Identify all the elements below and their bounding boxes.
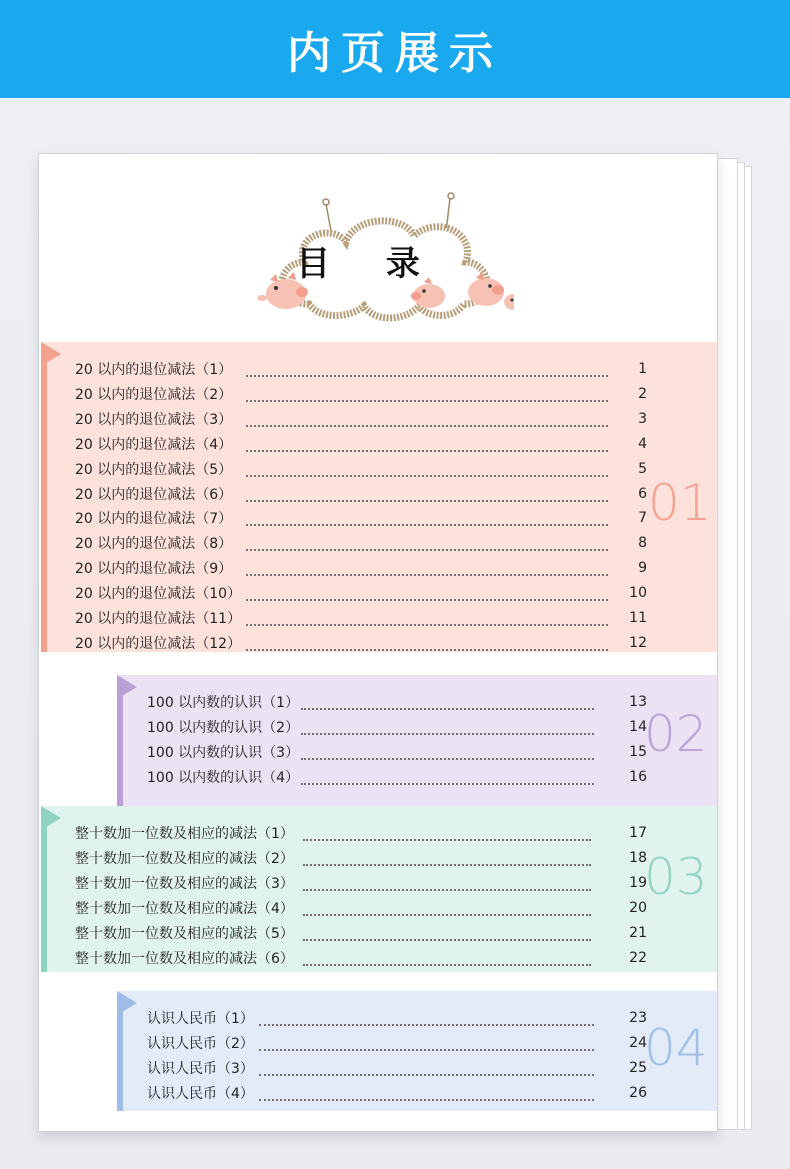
toc-entry-page: 24 <box>629 1034 647 1051</box>
toc-entry[interactable] <box>147 1007 717 1029</box>
flag-icon <box>41 806 63 830</box>
toc-entry[interactable] <box>147 1082 717 1104</box>
toc-entry-title: 认识人民币（2） <box>147 1035 254 1052</box>
toc-entry-title: 20 以内的退位减法（5） <box>75 461 233 478</box>
toc-entry-page: 26 <box>629 1084 647 1101</box>
flag-icon <box>41 342 63 366</box>
toc-entry[interactable] <box>75 507 717 529</box>
leader-dots <box>301 694 594 710</box>
toc-entry-title: 100 以内数的认识（2） <box>147 719 300 736</box>
toc-entry-title: 20 以内的退位减法（8） <box>75 536 233 553</box>
toc-entry-page: 10 <box>629 585 647 602</box>
leader-dots <box>303 850 591 866</box>
toc-section-01 <box>41 342 717 652</box>
leader-dots <box>246 361 608 377</box>
toc-entry-title: 20 以内的退位减法（3） <box>75 411 233 428</box>
toc-entry-page: 21 <box>629 924 647 941</box>
toc-entry-title: 100 以内数的认识（4） <box>147 769 300 786</box>
leader-dots <box>246 560 608 576</box>
flag-icon <box>117 675 139 699</box>
toc-entry-page: 23 <box>629 1010 647 1026</box>
toc-entry[interactable] <box>147 1032 717 1054</box>
toc-entry-title: 整十数加一位数及相应的减法（2） <box>75 850 294 867</box>
toc-entry-page: 5 <box>638 460 647 477</box>
leader-dots <box>246 436 608 452</box>
toc-section-02 <box>117 675 717 813</box>
section-number: 03 <box>644 848 708 906</box>
toc-entry[interactable] <box>75 607 717 629</box>
pig-icon <box>504 294 514 310</box>
toc-section-04 <box>117 991 717 1111</box>
toc-entry-page: 15 <box>629 743 647 760</box>
toc-entry[interactable] <box>147 766 717 788</box>
leader-dots <box>259 1010 594 1026</box>
leader-dots <box>246 461 608 477</box>
leader-dots <box>246 411 608 427</box>
leader-dots <box>301 769 594 785</box>
toc-entry[interactable] <box>75 433 717 455</box>
toc-entry-page: 1 <box>638 361 647 377</box>
toc-entry-page: 13 <box>629 694 647 710</box>
leader-dots <box>303 950 591 966</box>
leader-dots <box>301 744 594 760</box>
banner-title: 内页展示 <box>287 28 503 79</box>
leader-dots <box>246 510 608 526</box>
section-accent-bar <box>41 356 47 652</box>
toc-entry-page: 18 <box>629 849 647 866</box>
toc-entry[interactable] <box>75 383 717 405</box>
leader-dots <box>246 610 608 626</box>
toc-entry-page: 6 <box>638 485 647 502</box>
toc-entry-title: 认识人民币（3） <box>147 1060 254 1077</box>
toc-entry-title: 20 以内的退位减法（1） <box>75 362 233 378</box>
toc-entry[interactable] <box>147 691 717 713</box>
toc-section-03 <box>41 806 717 972</box>
toc-entry-title: 认识人民币（4） <box>147 1085 254 1102</box>
toc-entry-page: 7 <box>638 510 647 527</box>
toc-entry-title: 整十数加一位数及相应的减法（1） <box>75 826 294 842</box>
leader-dots <box>246 386 608 402</box>
toc-entry[interactable] <box>75 483 717 505</box>
flag-icon <box>117 991 139 1015</box>
toc-entry-title: 20 以内的退位减法（10） <box>75 586 242 603</box>
leader-dots <box>259 1085 594 1101</box>
toc-entry-title: 20 以内的退位减法（7） <box>75 511 233 528</box>
toc-entry[interactable] <box>75 358 717 380</box>
toc-entry-title: 20 以内的退位减法（4） <box>75 436 233 453</box>
toc-entry[interactable] <box>75 582 717 604</box>
toc-entry-page: 2 <box>638 385 647 402</box>
toc-title: 目 录 <box>296 244 442 284</box>
leader-dots <box>303 925 591 941</box>
leader-dots <box>303 900 591 916</box>
toc-entry-title: 100 以内数的认识（1） <box>147 695 300 711</box>
toc-entry[interactable] <box>75 922 717 944</box>
section-number: 01 <box>648 474 712 532</box>
toc-entry-page: 4 <box>638 435 647 452</box>
toc-entry-page: 9 <box>638 560 647 577</box>
toc-entry-page: 22 <box>629 949 647 966</box>
toc-entry-page: 25 <box>629 1059 647 1076</box>
toc-entry[interactable] <box>75 557 717 579</box>
header-banner <box>0 0 790 98</box>
section-accent-bar <box>117 1005 123 1111</box>
toc-entry[interactable] <box>75 847 717 869</box>
toc-entry[interactable] <box>75 632 717 654</box>
toc-entry-title: 整十数加一位数及相应的减法（5） <box>75 925 294 942</box>
leader-dots <box>259 1035 594 1051</box>
toc-entry-page: 17 <box>629 825 647 841</box>
leader-dots <box>301 719 594 735</box>
toc-entry[interactable] <box>75 872 717 894</box>
toc-entry[interactable] <box>75 408 717 430</box>
toc-entry[interactable] <box>75 822 717 844</box>
toc-entry-title: 100 以内数的认识（3） <box>147 744 300 761</box>
leader-dots <box>246 635 608 651</box>
toc-entry-page: 20 <box>629 899 647 916</box>
toc-entry-title: 20 以内的退位减法（2） <box>75 386 233 403</box>
toc-entry-title: 整十数加一位数及相应的减法（4） <box>75 900 294 917</box>
toc-entry-page: 14 <box>629 718 647 735</box>
leader-dots <box>259 1060 594 1076</box>
toc-entry-title: 整十数加一位数及相应的减法（6） <box>75 950 294 967</box>
leader-dots <box>246 585 608 601</box>
book-page <box>38 153 718 1132</box>
leader-dots <box>246 535 608 551</box>
toc-entry[interactable] <box>75 947 717 969</box>
toc-entry-page: 16 <box>629 768 647 785</box>
toc-entry-page: 12 <box>629 634 647 651</box>
toc-entry-page: 3 <box>638 410 647 427</box>
toc-entry-title: 认识人民币（1） <box>147 1011 254 1027</box>
toc-entry-page: 19 <box>629 874 647 891</box>
section-number: 04 <box>644 1019 708 1077</box>
toc-entry[interactable] <box>147 1057 717 1079</box>
toc-entry-title: 20 以内的退位减法（9） <box>75 561 233 578</box>
section-accent-bar <box>41 820 47 972</box>
toc-entry[interactable] <box>75 532 717 554</box>
leader-dots <box>303 875 591 891</box>
toc-entry[interactable] <box>147 741 717 763</box>
toc-entry[interactable] <box>75 458 717 480</box>
toc-entry-title: 整十数加一位数及相应的减法（3） <box>75 875 294 892</box>
toc-entry[interactable] <box>147 716 717 738</box>
toc-entry-title: 20 以内的退位减法（6） <box>75 486 233 503</box>
section-accent-bar <box>117 689 123 813</box>
leader-dots <box>303 825 591 841</box>
toc-entry-page: 11 <box>629 610 647 626</box>
toc-entry[interactable] <box>75 897 717 919</box>
leader-dots <box>246 486 608 502</box>
toc-entry-title: 20 以内的退位减法（11） <box>75 611 242 627</box>
toc-entry-page: 8 <box>638 535 647 552</box>
toc-entry-title: 20 以内的退位减法（12） <box>75 635 242 652</box>
section-number: 02 <box>644 705 708 763</box>
